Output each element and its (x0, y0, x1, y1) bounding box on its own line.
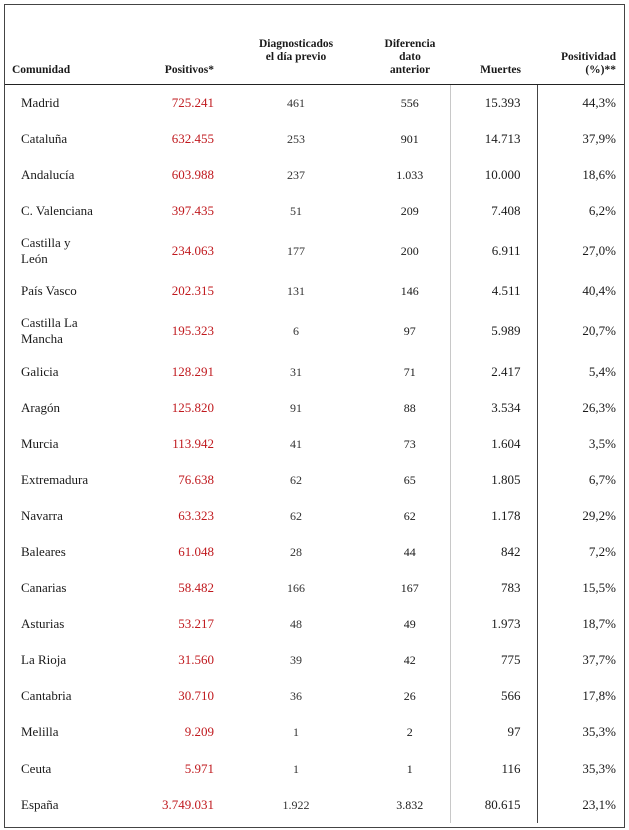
cell-diferencia: 3.832 (396, 797, 424, 812)
cell-positividad: 40,4% (537, 273, 624, 309)
cell-positividad: 35,3% (537, 714, 624, 750)
cell-diferencia: 42 (403, 653, 416, 668)
header-diferencia: Diferencia dato anterior (370, 5, 450, 85)
cell-positivos: 63.323 (178, 507, 214, 523)
cell-positivos: 632.455 (171, 131, 214, 147)
cell-comunidad: Extremadura (21, 471, 89, 487)
cell-comunidad: C. Valenciana (21, 203, 93, 219)
cell-diagnosticados: 166 (287, 581, 305, 596)
cell-comunidad: Castilla La Mancha (21, 315, 78, 347)
cell-positivos: 61.048 (178, 543, 214, 559)
cell-diagnosticados: 28 (290, 544, 302, 559)
header-muertes: Muertes (450, 5, 537, 85)
cell-positividad: 7,2% (537, 534, 624, 570)
cell-positividad: 27,0% (537, 229, 624, 273)
table-row (5, 229, 624, 273)
cell-muertes: 7.408 (450, 193, 537, 229)
cell-muertes: 1.178 (450, 498, 537, 534)
cell-muertes: 2.417 (450, 353, 537, 389)
cell-muertes: 4.511 (450, 273, 537, 309)
cell-positivos: 3.749.031 (162, 796, 214, 812)
table-row (5, 121, 624, 157)
cell-positividad: 37,9% (537, 121, 624, 157)
cell-positivos: 725.241 (171, 95, 214, 111)
cell-positivos: 113.942 (172, 435, 214, 451)
cell-comunidad: Navarra (21, 507, 63, 523)
table-row (5, 678, 624, 714)
table-row (5, 353, 624, 389)
cell-comunidad: Canarias (21, 580, 67, 596)
cell-comunidad: Cantabria (21, 688, 72, 704)
cell-comunidad: Andalucía (21, 167, 75, 183)
cell-positivos: 128.291 (171, 363, 214, 379)
cell-muertes: 97 (450, 714, 537, 750)
cell-positividad: 5,4% (537, 353, 624, 389)
cell-positividad: 37,7% (537, 642, 624, 678)
cell-diferencia: 556 (400, 96, 419, 111)
cell-muertes: 80.615 (450, 787, 537, 823)
cell-positivos: 234.063 (171, 243, 214, 259)
cell-diagnosticados: 39 (290, 653, 302, 668)
table-row (5, 309, 624, 353)
cell-diferencia: 167 (400, 581, 419, 596)
header-positivos: Positivos* (140, 5, 222, 85)
table-row (5, 462, 624, 498)
cell-diagnosticados: 62 (290, 472, 302, 487)
cell-positivos: 202.315 (171, 283, 214, 299)
header-comunidad: Comunidad (5, 5, 140, 85)
cell-comunidad: País Vasco (21, 283, 77, 299)
cell-comunidad: Ceuta (21, 760, 52, 776)
cell-muertes: 15.393 (450, 85, 537, 122)
cell-positivos: 397.435 (171, 203, 214, 219)
cell-diagnosticados: 1 (293, 725, 299, 740)
cell-comunidad: Galicia (21, 363, 59, 379)
cell-positivos: 31.560 (178, 652, 214, 668)
cell-positividad: 18,7% (537, 606, 624, 642)
cell-diagnosticados: 461 (287, 96, 305, 111)
cell-muertes: 5.989 (450, 309, 537, 353)
cell-positividad: 3,5% (537, 426, 624, 462)
cell-diagnosticados: 237 (287, 168, 305, 183)
cell-diagnosticados: 41 (290, 436, 302, 451)
table-row (5, 498, 624, 534)
cell-positivos: 76.638 (178, 471, 214, 487)
cell-positividad: 17,8% (537, 678, 624, 714)
cell-comunidad: Melilla (21, 724, 59, 740)
cell-diferencia: 71 (403, 364, 416, 379)
cell-muertes: 3.534 (450, 390, 537, 426)
table-row (5, 390, 624, 426)
cell-muertes: 783 (450, 570, 537, 606)
cell-diferencia: 209 (400, 204, 419, 219)
cell-diferencia: 62 (403, 508, 416, 523)
cell-diferencia: 65 (403, 472, 416, 487)
cell-positivos: 30.710 (178, 688, 214, 704)
cell-positividad: 6,7% (537, 462, 624, 498)
cell-diferencia: 901 (400, 132, 419, 147)
cell-positividad: 44,3% (537, 85, 624, 122)
cell-muertes: 1.973 (450, 606, 537, 642)
table-row (5, 606, 624, 642)
table-row (5, 157, 624, 193)
header-row (5, 5, 624, 85)
cell-comunidad: Madrid (21, 95, 60, 111)
cell-diferencia: 200 (400, 244, 419, 259)
cell-comunidad: Asturias (21, 616, 65, 632)
cell-positividad: 20,7% (537, 309, 624, 353)
cell-diferencia: 97 (403, 324, 416, 339)
table-row (5, 534, 624, 570)
cell-diagnosticados: 36 (290, 689, 302, 704)
table-row (5, 193, 624, 229)
cell-diagnosticados: 177 (287, 244, 305, 259)
cell-diagnosticados: 62 (290, 508, 302, 523)
cell-muertes: 775 (450, 642, 537, 678)
cell-diagnosticados: 1 (293, 761, 299, 776)
table-row (5, 787, 624, 823)
cell-positivos: 125.820 (171, 399, 214, 415)
cell-muertes: 1.604 (450, 426, 537, 462)
cell-positivos: 195.323 (171, 323, 214, 339)
cell-diagnosticados: 31 (290, 364, 302, 379)
cell-diferencia: 88 (403, 400, 416, 415)
cell-diagnosticados: 91 (290, 400, 302, 415)
cell-comunidad: Baleares (21, 543, 66, 559)
table-row (5, 570, 624, 606)
cell-positividad: 23,1% (537, 787, 624, 823)
cell-positividad: 35,3% (537, 751, 624, 787)
cell-positividad: 18,6% (537, 157, 624, 193)
cell-diferencia: 44 (403, 544, 416, 559)
cell-positivos: 9.209 (184, 724, 214, 740)
cell-diferencia: 146 (400, 284, 419, 299)
cell-positivos: 5.971 (184, 760, 214, 776)
table-row (5, 714, 624, 750)
cell-muertes: 10.000 (450, 157, 537, 193)
cell-diferencia: 73 (403, 436, 416, 451)
table-row (5, 85, 624, 122)
cell-diagnosticados: 6 (293, 324, 299, 339)
cell-diferencia: 1 (406, 761, 413, 776)
header-diagnosticados: Diagnosticados el día previo (222, 5, 370, 85)
cell-diferencia: 49 (403, 617, 416, 632)
cell-comunidad: Cataluña (21, 131, 68, 147)
cell-diagnosticados: 131 (287, 284, 305, 299)
cell-diferencia: 1.033 (396, 168, 424, 183)
table-row (5, 751, 624, 787)
cell-muertes: 842 (450, 534, 537, 570)
cell-comunidad: Castilla y León (21, 235, 71, 267)
covid-data-table (5, 5, 624, 823)
cell-positividad: 29,2% (537, 498, 624, 534)
cell-comunidad: Murcia (21, 435, 59, 451)
cell-diagnosticados: 48 (290, 617, 302, 632)
cell-diferencia: 2 (406, 725, 413, 740)
cell-diagnosticados: 51 (290, 204, 302, 219)
cell-positivos: 58.482 (178, 580, 214, 596)
cell-comunidad: Aragón (21, 399, 60, 415)
cell-diagnosticados: 253 (287, 132, 305, 147)
table-frame (4, 4, 625, 828)
header-positividad: Positividad (%)** (537, 5, 624, 85)
cell-diferencia: 26 (403, 689, 416, 704)
cell-muertes: 566 (450, 678, 537, 714)
cell-diagnosticados: 1.922 (282, 797, 310, 812)
cell-positivos: 603.988 (171, 167, 214, 183)
table-row (5, 426, 624, 462)
cell-positividad: 26,3% (537, 390, 624, 426)
cell-muertes: 14.713 (450, 121, 537, 157)
cell-comunidad: España (21, 796, 59, 812)
cell-muertes: 116 (450, 751, 537, 787)
cell-positividad: 6,2% (537, 193, 624, 229)
cell-positivos: 53.217 (178, 616, 214, 632)
cell-muertes: 1.805 (450, 462, 537, 498)
cell-comunidad: La Rioja (21, 652, 67, 668)
table-row (5, 273, 624, 309)
cell-muertes: 6.911 (450, 229, 537, 273)
table-row (5, 642, 624, 678)
cell-positividad: 15,5% (537, 570, 624, 606)
